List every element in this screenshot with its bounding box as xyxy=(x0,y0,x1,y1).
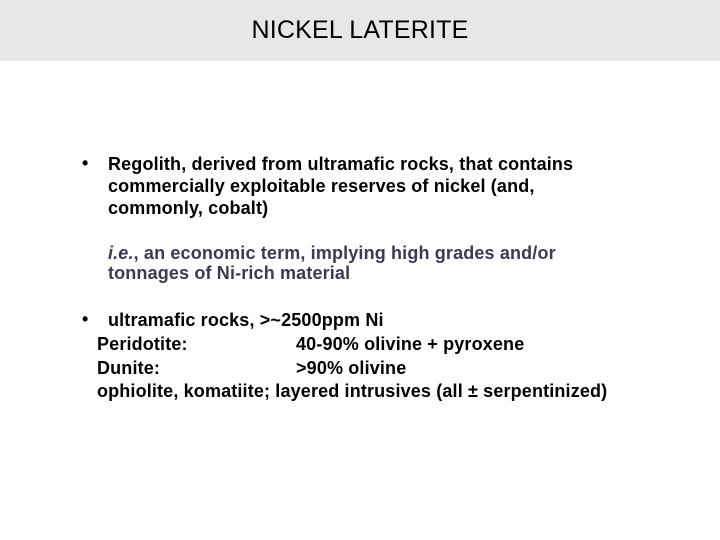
bullet-marker: • xyxy=(82,309,89,329)
dunite-row xyxy=(97,357,697,379)
bullet-marker: • xyxy=(82,153,89,173)
note-line1-rest: , an economic term, implying high grades and/or xyxy=(133,243,556,263)
note-line1 xyxy=(108,242,556,264)
note-prefix: i.e. xyxy=(108,243,134,263)
note-line2: tonnages of Ni-rich material xyxy=(108,263,351,283)
bullet2-last-line: ophiolite, komatiite; layered intrusives (all ± serpentinized) xyxy=(97,381,608,401)
dunite-label: Dunite: xyxy=(97,358,161,378)
peridotite-label: Peridotite: xyxy=(97,334,188,354)
peridotite-value: 40-90% olivine + pyroxene xyxy=(296,334,525,354)
bullet1-line1: Regolith, derived from ultramafic rocks, that contains xyxy=(108,154,574,174)
bullet1-line2: commercially exploitable reserves of nickel (and, xyxy=(108,176,535,196)
peridotite-row xyxy=(97,333,697,355)
bullet2-headline: ultramafic rocks, >~2500ppm Ni xyxy=(108,310,384,330)
dunite-value: >90% olivine xyxy=(296,358,407,378)
slide-title: NICKEL LATERITE xyxy=(251,16,469,44)
bullet1-line3: commonly, cobalt) xyxy=(108,198,269,218)
